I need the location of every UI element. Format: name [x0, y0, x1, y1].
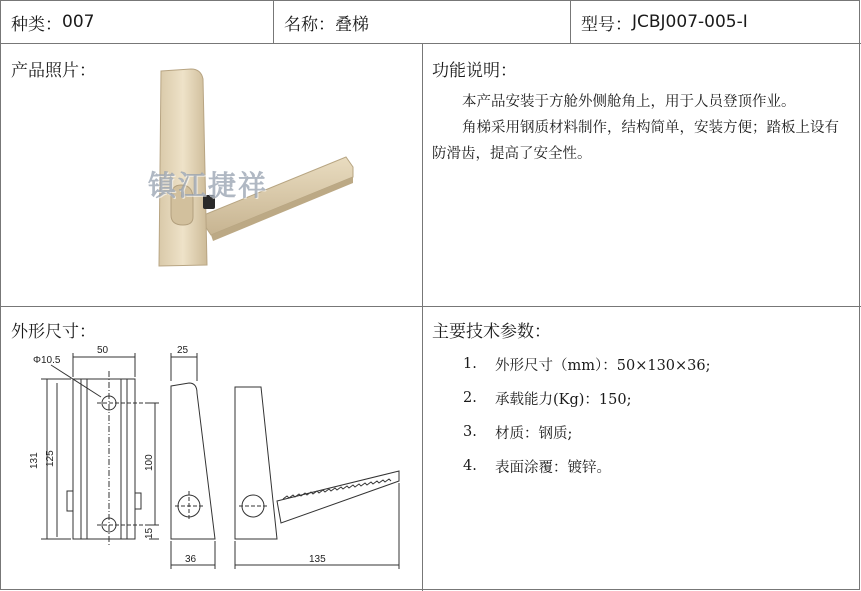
category-value: 007	[62, 12, 95, 32]
item-text: 材质：钢质;	[495, 425, 573, 442]
item-number: 1.	[463, 356, 477, 372]
dim-height-inner: 125	[45, 450, 56, 467]
name-label: 名称：	[284, 14, 335, 35]
item-text: 承载能力(Kg)：150;	[495, 391, 632, 408]
model-cell	[571, 1, 861, 44]
dim-depth-top: 25	[177, 345, 189, 356]
dim-depth-bottom: 36	[185, 554, 197, 565]
function-description	[432, 89, 850, 167]
model-label: 型号：	[581, 14, 632, 35]
function-section-title: 功能说明：	[432, 61, 517, 81]
list-item	[463, 449, 711, 483]
dim-hole-label: Φ10.5	[33, 355, 61, 366]
dim-width-top: 50	[97, 345, 109, 356]
item-number: 2.	[463, 390, 477, 406]
tech-parameter-list	[463, 347, 711, 483]
list-item	[463, 347, 711, 381]
list-item	[463, 415, 711, 449]
item-number: 3.	[463, 424, 477, 440]
dim-bottom-offset: 15	[144, 527, 155, 539]
item-text: 外形尺寸（mm）：50×130×36;	[495, 357, 711, 374]
item-number: 4.	[463, 458, 477, 474]
name-cell	[274, 1, 571, 44]
column-divider	[422, 44, 423, 591]
category-label: 种类：	[11, 14, 62, 35]
dim-height-total: 131	[29, 452, 40, 469]
category-cell	[1, 1, 274, 44]
row-divider	[1, 306, 861, 307]
name-value: 叠梯	[335, 14, 369, 35]
dim-hole-spacing: 100	[144, 454, 155, 471]
dimension-section-title: 外形尺寸：	[11, 322, 96, 342]
dim-step-length: 135	[309, 554, 326, 565]
photo-section-title: 产品照片：	[11, 61, 96, 81]
item-text: 表面涂覆：镀锌。	[495, 459, 611, 476]
dimension-drawing	[31, 341, 421, 581]
function-paragraph: 本产品安装于方舱外侧舱角上，用于人员登顶作业。	[462, 94, 796, 110]
tech-section-title: 主要技术参数：	[432, 322, 551, 342]
model-value: JCBJ007-005-Ⅰ	[632, 12, 748, 32]
function-paragraph: 角梯采用钢质材料制作，结构简单，安装方便；踏板上设有防滑齿，提高了安全性。	[432, 120, 839, 162]
photo-watermark: 镇江捷祥	[148, 169, 269, 202]
list-item	[463, 381, 711, 415]
